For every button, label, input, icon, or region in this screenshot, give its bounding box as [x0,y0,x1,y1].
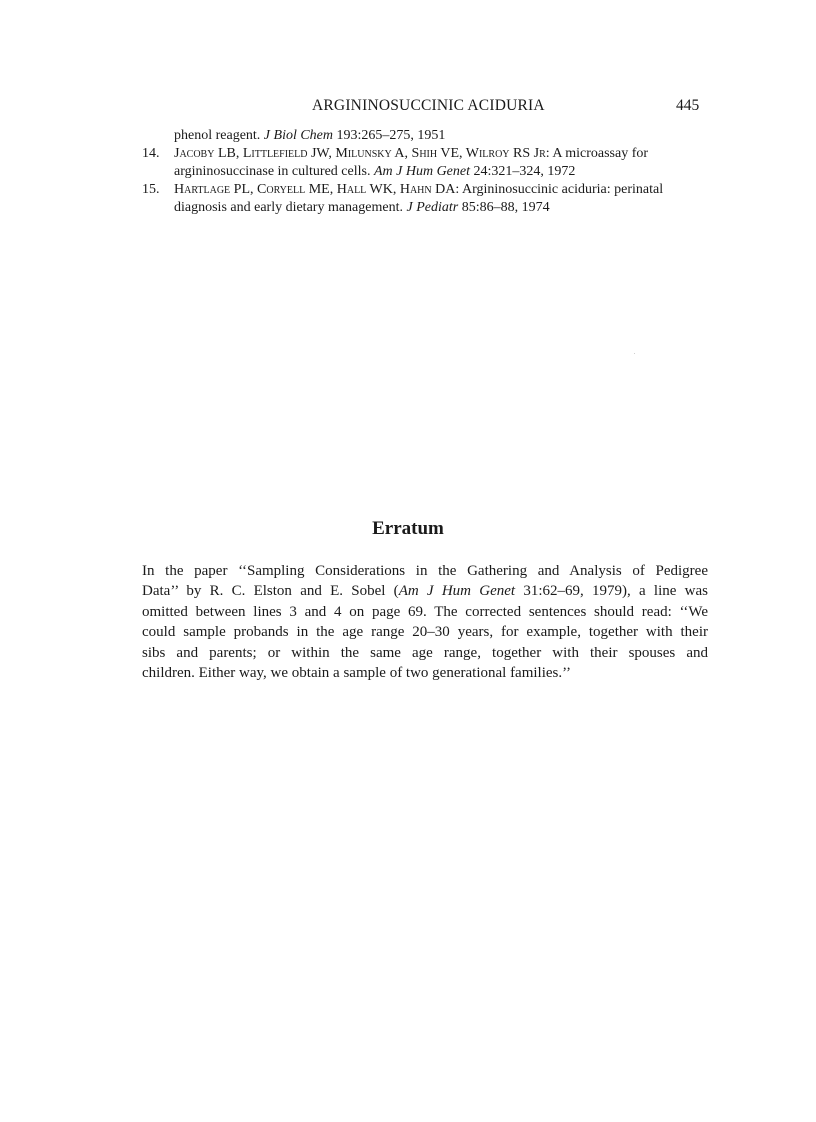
reference-authors: Hartlage PL, Coryell ME, Hall WK, Hahn DA: [174,182,460,197]
erratum-line: omitted between lines 3 and 4 on page 69. The corrected sentences should read: ‘‘We [142,603,708,620]
erratum-line: In the paper ‘‘Sampling Considerations in the Gathering and Analysis of Pedigree [142,563,708,579]
reference-number: 15. [142,182,160,197]
erratum-line: sibs and parents; or within the same age range, together with their spouses and [142,644,708,661]
reference-14 [140,145,710,181]
reference-authors: Jacoby LB, Littlefield JW, Milunsky A, Shih VE, Wilroy RS Jr: [174,146,550,161]
erratum-line: could sample probands in the age range 20–30 years, for example, together with their [142,624,708,641]
running-head [0,97,816,121]
reference-number: 14. [142,146,160,161]
page-number: 445 [676,97,700,114]
reference-list [140,127,710,217]
journal-name: Am J Hum Genet [373,164,470,179]
journal-name: J Biol Chem [263,128,334,143]
reference-15 [140,181,710,217]
reference-line: argininosuccinase in cultured cells. Am J Hum Genet 24:321–324, 1972 [174,164,576,179]
reference-line: phenol reagent. J Biol Chem 193:265–275, 1951 [174,128,446,143]
erratum-line: children. Either way, we obtain a sample of two generational families.’’ [142,664,572,681]
journal-name: J Pediatr [406,200,459,215]
erratum-heading: Erratum [372,518,444,539]
erratum-paragraph [142,561,708,683]
running-title: ARGININOSUCCINIC ACIDURIA [312,97,545,114]
erratum-line: Data’’ by R. C. Elston and E. Sobel (Am J Hum Genet 31:62–69, 1979), a line was [142,583,708,600]
reference-13-continuation [140,127,710,145]
reference-line: Jacoby LB, Littlefield JW, Milunsky A, Shih VE, Wilroy RS Jr: A microassay for [174,146,649,161]
reference-line: diagnosis and early dietary management. J Pediatr 85:86–88, 1974 [174,200,550,215]
reference-line: Hartlage PL, Coryell ME, Hall WK, Hahn DA: Argininosuccinic aciduria: perinatal [174,182,664,197]
scan-speck [634,353,635,354]
journal-name: Am J Hum Genet [398,583,516,600]
